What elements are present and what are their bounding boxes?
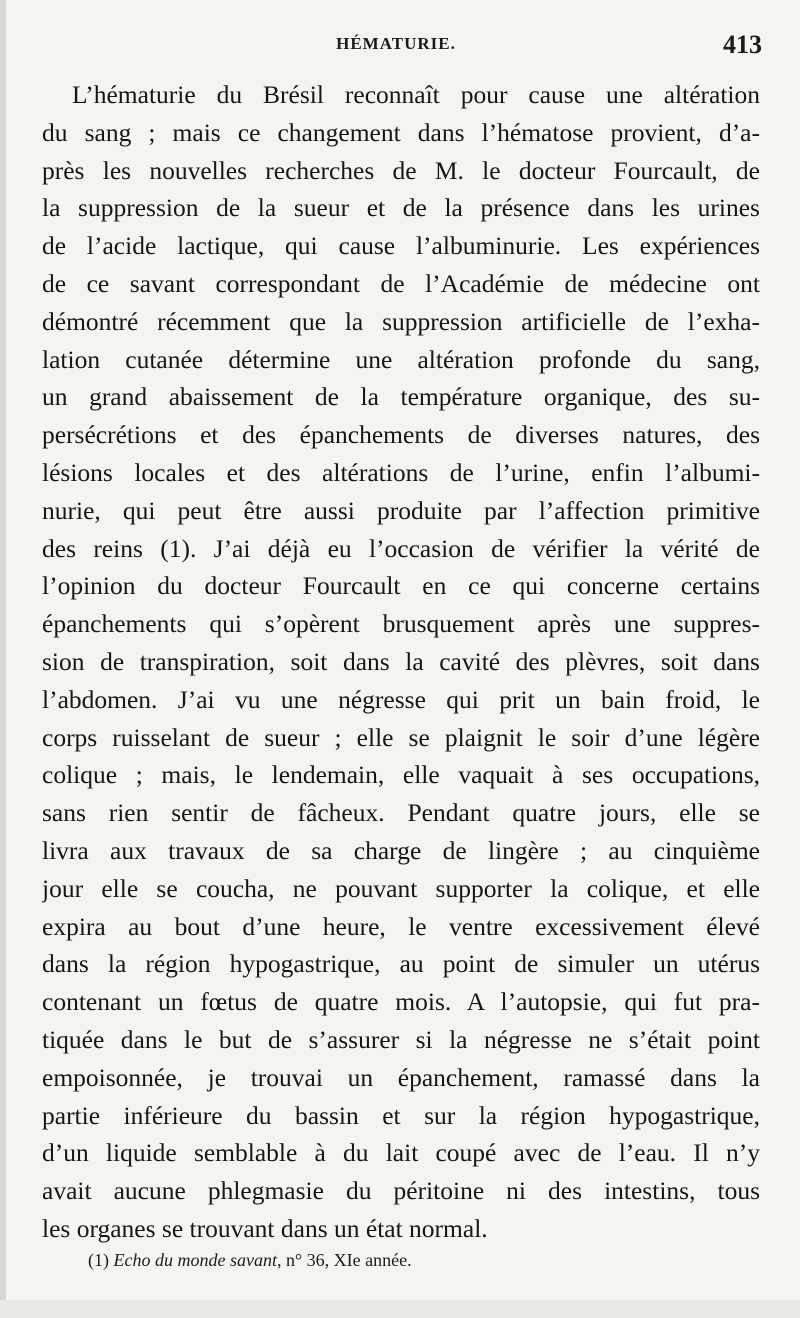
text-line: des reins (1). J’ai déjà eu l’occasion de vérifier la vérité de — [42, 533, 760, 563]
text-line: partie inférieure du bassin et sur la région hypogastrique, — [42, 1100, 760, 1130]
text-line: corps ruisselant de sueur ; elle se plaignit le soir d’une légère — [42, 722, 760, 752]
body-text — [42, 76, 760, 1248]
text-line: d’un liquide semblable à du lait coupé avec de l’eau. Il n’y — [42, 1138, 760, 1168]
footnote-details: n° 36, XIe année. — [285, 1250, 412, 1270]
text-line: du sang ; mais ce changement dans l’hématose provient, d’a- — [42, 117, 760, 147]
text-line: contenant un fœtus de quatre mois. A l’autopsie, qui fut pra- — [42, 987, 760, 1017]
text-line: jour elle se coucha, ne pouvant supporter la colique, et elle — [42, 873, 760, 903]
text-line: empoisonnée, je trouvai un épanchement, ramassé dans la — [42, 1062, 760, 1092]
text-line: livra aux travaux de sa charge de lingère ; au cinquième — [42, 835, 760, 865]
text-line: les organes se trouvant dans un état normal. — [42, 1213, 488, 1243]
text-line: de ce savant correspondant de l’Académie de médecine ont — [42, 268, 760, 298]
text-line: épanchements qui s’opèrent brusquement après une suppres- — [42, 609, 760, 639]
text-line: un grand abaissement de la température organique, des su- — [42, 382, 760, 412]
text-line: nurie, qui peut être aussi produite par l’affection primitive — [42, 495, 760, 525]
footnote-source: Echo du monde savant, — [113, 1250, 282, 1270]
text-line: tiquée dans le but de s’assurer si la négresse ne s’était point — [42, 1024, 760, 1054]
text-line: L’hématurie du Brésil reconnaît pour cause une altération — [72, 80, 760, 109]
text-line: sans rien sentir de fâcheux. Pendant quatre jours, elle se — [42, 798, 760, 828]
running-title: HÉMATURIE. — [336, 34, 456, 53]
footnote — [88, 1250, 768, 1271]
text-line: près les nouvelles recherches de M. le docteur Fourcault, de — [42, 155, 760, 185]
text-line: lésions locales et des altérations de l’urine, enfin l’albumi- — [42, 457, 760, 487]
text-line: la suppression de la sueur et de la présence dans les urines — [42, 193, 760, 223]
text-line: l’opinion du docteur Fourcault en ce qui concerne certains — [42, 571, 760, 601]
text-line: de l’acide lactique, qui cause l’albuminurie. Les expériences — [42, 231, 760, 261]
text-line: expira au bout d’une heure, le ventre excessivement élevé — [42, 911, 760, 941]
text-line: lation cutanée détermine une altération profonde du sang, — [42, 344, 760, 374]
text-line: dans la région hypogastrique, au point de simuler un utérus — [42, 949, 760, 979]
page-number: 413 — [723, 30, 762, 59]
page-header — [30, 30, 762, 64]
footnote-marker: (1) — [88, 1250, 109, 1270]
text-line: colique ; mais, le lendemain, elle vaquait à ses occupations, — [42, 760, 760, 790]
text-line: persécrétions et des épanchements de diverses natures, des — [42, 420, 760, 450]
text-line: sion de transpiration, soit dans la cavité des plèvres, soit dans — [42, 646, 760, 676]
text-line: l’abdomen. J’ai vu une négresse qui prit un bain froid, le — [42, 684, 760, 714]
text-line: démontré récemment que la suppression artificielle de l’exha- — [42, 306, 760, 336]
text-line: avait aucune phlegmasie du péritoine ni des intestins, tous — [42, 1176, 760, 1206]
